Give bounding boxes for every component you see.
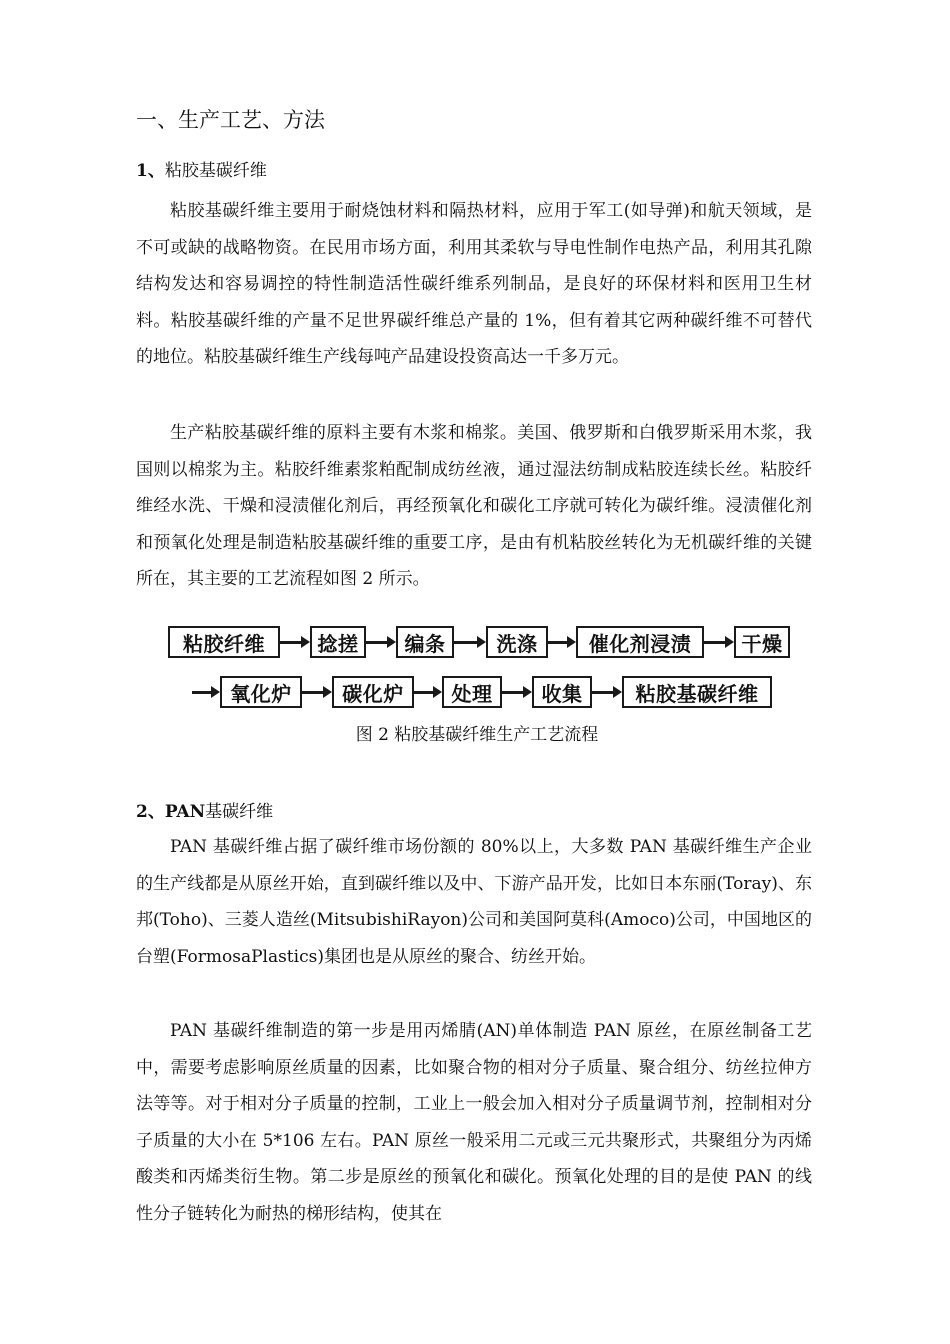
paragraph-pan-process: PAN 基碳纤维制造的第一步是用丙烯腈(AN)单体制造 PAN 原丝，在原丝制备工艺中，需要考虑影响原丝质量的因素，比如聚合物的相对分子质量、聚合组分、纺丝拉伸方法等等。对于相对分子质量的控制，工业上一般会加入相对分子质量调节剂，控制相对分子质量的大小在 5*106 左右。PAN 原丝一般采用二元或三元共聚形式，共聚组分为丙烯酸类和丙烯类衍生物。第二步是原丝的预氧化和碳化。预氧化处理的目的是使 PAN 的线性分子链转化为耐热的梯形结构，使其在	[136, 1021, 812, 1224]
flow-arrow	[592, 690, 622, 694]
flow-arrow	[302, 690, 332, 694]
subsection-title: 基碳纤维	[205, 802, 274, 822]
flow-arrow	[704, 640, 734, 644]
flow-arrow	[280, 640, 310, 644]
flow-arrow	[502, 690, 532, 694]
subsection-number: 1、	[136, 161, 165, 181]
flow-step: 氧化炉	[220, 676, 302, 708]
flow-arrow	[414, 690, 442, 694]
flow-step: 粘胶基碳纤维	[622, 676, 772, 708]
flow-step: 洗涤	[486, 626, 548, 658]
flow-arrow	[548, 640, 576, 644]
flow-step: 捻搓	[310, 626, 366, 658]
flow-step: 编条	[396, 626, 454, 658]
flow-step: 粘胶纤维	[168, 626, 280, 658]
paragraph-viscose-process: 生产粘胶基碳纤维的原料主要有木浆和棉浆。美国、俄罗斯和白俄罗斯采用木浆，我国则以棉浆为主。粘胶纤维素浆粕配制成纺丝液，通过湿法纺制成粘胶连续长丝。粘胶纤维经水洗、干燥和浸渍催化剂后，再经预氧化和碳化工序就可转化为碳纤维。浸渍催化剂和预氧化处理是制造粘胶基碳纤维的重要工序，是由有机粘胶丝转化为无机碳纤维的关键所在，其主要的工艺流程如图 2 所示。	[136, 423, 812, 590]
paragraph-pan-market: PAN 基碳纤维占据了碳纤维市场份额的 80%以上，大多数 PAN 基碳纤维生产企业的生产线都是从原丝开始，直到碳纤维以及中、下游产品开发，比如日本东丽(Toray)、东邦(Toho)、三菱人造丝(MitsubishiRayon)公司和美国阿莫科(Amoco)公司，中国地区的台塑(FormosaPlastics)集团也是从原丝的聚合、纺丝开始。	[136, 837, 812, 967]
process-flow-diagram	[160, 624, 800, 716]
subsection-heading-pan	[136, 798, 273, 826]
flow-arrow	[192, 690, 220, 694]
flow-step: 收集	[532, 676, 592, 708]
flow-arrow	[454, 640, 486, 644]
subsection-number: 2、PAN	[136, 802, 206, 822]
paragraph-viscose-uses: 粘胶基碳纤维主要用于耐烧蚀材料和隔热材料，应用于军工(如导弹)和航天领域，是不可或缺的战略物资。在民用市场方面，利用其柔软与导电性制作电热产品，利用其孔隙结构发达和容易调控的特性制造活性碳纤维系列制品，是良好的环保材料和医用卫生材料。粘胶基碳纤维的产量不足世界碳纤维总产量的 1%，但有着其它两种碳纤维不可替代的地位。粘胶基碳纤维生产线每吨产品建设投资高达一千多万元。	[136, 201, 812, 368]
flow-arrow	[366, 640, 396, 644]
section-title: 一、生产工艺、方法	[136, 108, 325, 132]
flow-step: 干燥	[734, 626, 790, 658]
flow-step: 处理	[442, 676, 502, 708]
flow-step: 碳化炉	[332, 676, 414, 708]
subsection-heading-viscose	[136, 157, 267, 185]
subsection-title: 粘胶基碳纤维	[164, 161, 267, 181]
flow-step: 催化剂浸渍	[576, 626, 704, 658]
figure-caption: 图 2 粘胶基碳纤维生产工艺流程	[355, 725, 599, 745]
